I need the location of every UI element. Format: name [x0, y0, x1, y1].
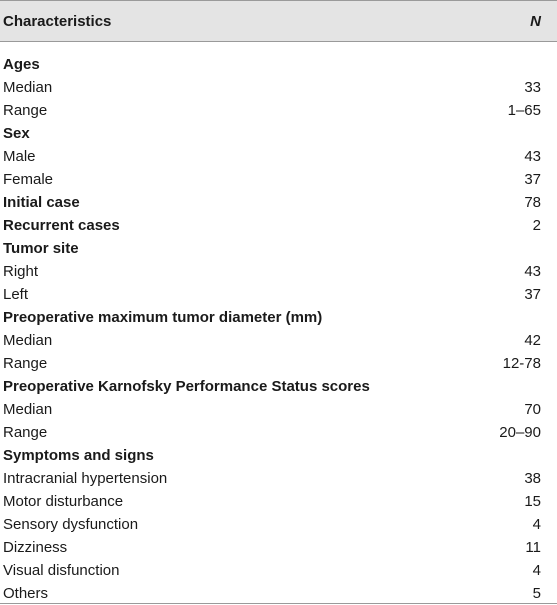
table-row	[0, 352, 557, 375]
table-row	[0, 536, 557, 559]
table-header	[0, 0, 557, 42]
table-row	[0, 329, 557, 352]
table-row	[0, 559, 557, 582]
table-row	[0, 467, 557, 490]
table-row	[0, 168, 557, 191]
row-label: Median	[3, 332, 53, 349]
table-row	[0, 99, 557, 122]
row-label: Intracranial hypertension	[3, 470, 168, 487]
table-row	[0, 490, 557, 513]
row-label: Range	[3, 424, 48, 441]
row-label: Ages	[3, 56, 40, 73]
row-label: Median	[3, 401, 53, 418]
row-label: Preoperative maximum tumor diameter (mm)	[3, 309, 323, 326]
row-label: Initial case	[3, 194, 80, 211]
table-row	[0, 513, 557, 536]
row-label: Motor disturbance	[3, 493, 124, 510]
row-label: Visual disfunction	[3, 562, 120, 579]
row-value: 38	[524, 470, 541, 487]
table-row	[0, 283, 557, 306]
row-value: 20–90	[499, 424, 541, 441]
row-label: Right	[3, 263, 39, 280]
row-value: 37	[524, 286, 541, 303]
row-value: 43	[524, 148, 541, 165]
row-value: 78	[524, 194, 541, 211]
table-section-row	[0, 444, 557, 467]
table-row	[0, 260, 557, 283]
row-label: Range	[3, 355, 48, 372]
table-row	[0, 398, 557, 421]
row-label: Female	[3, 171, 54, 188]
table-body	[0, 42, 557, 605]
table-section-row	[0, 306, 557, 329]
header-n: N	[530, 12, 541, 30]
table-section-row	[0, 237, 557, 260]
header-characteristics: Characteristics	[3, 12, 112, 30]
table-row	[0, 76, 557, 99]
table-section-row	[0, 122, 557, 145]
row-label: Others	[3, 585, 49, 602]
row-label: Preoperative Karnofsky Performance Status scores	[3, 378, 370, 395]
row-label: Recurrent cases	[3, 217, 120, 234]
table-section-row	[0, 191, 557, 214]
row-value: 33	[524, 79, 541, 96]
table-row	[0, 145, 557, 168]
row-label: Dizziness	[3, 539, 68, 556]
row-value: 70	[524, 401, 541, 418]
row-value: 42	[524, 332, 541, 349]
row-label: Symptoms and signs	[3, 447, 154, 464]
row-label: Range	[3, 102, 48, 119]
row-label: Male	[3, 148, 36, 165]
row-value: 12-78	[502, 355, 541, 372]
row-label: Median	[3, 79, 53, 96]
row-value: 43	[524, 263, 541, 280]
table-section-row	[0, 53, 557, 76]
row-value: 5	[532, 585, 541, 602]
table-section-row	[0, 214, 557, 237]
row-value: 11	[525, 539, 541, 556]
row-value: 1–65	[507, 102, 541, 119]
row-value: 4	[532, 516, 541, 533]
row-value: 37	[524, 171, 541, 188]
row-label: Left	[3, 286, 29, 303]
row-value: 4	[532, 562, 541, 579]
table-row	[0, 582, 557, 605]
row-label: Tumor site	[3, 240, 79, 257]
table-row	[0, 421, 557, 444]
row-label: Sex	[3, 125, 30, 142]
row-value: 15	[524, 493, 541, 510]
table-section-row	[0, 375, 557, 398]
row-label: Sensory dysfunction	[3, 516, 139, 533]
row-value: 2	[532, 217, 541, 234]
